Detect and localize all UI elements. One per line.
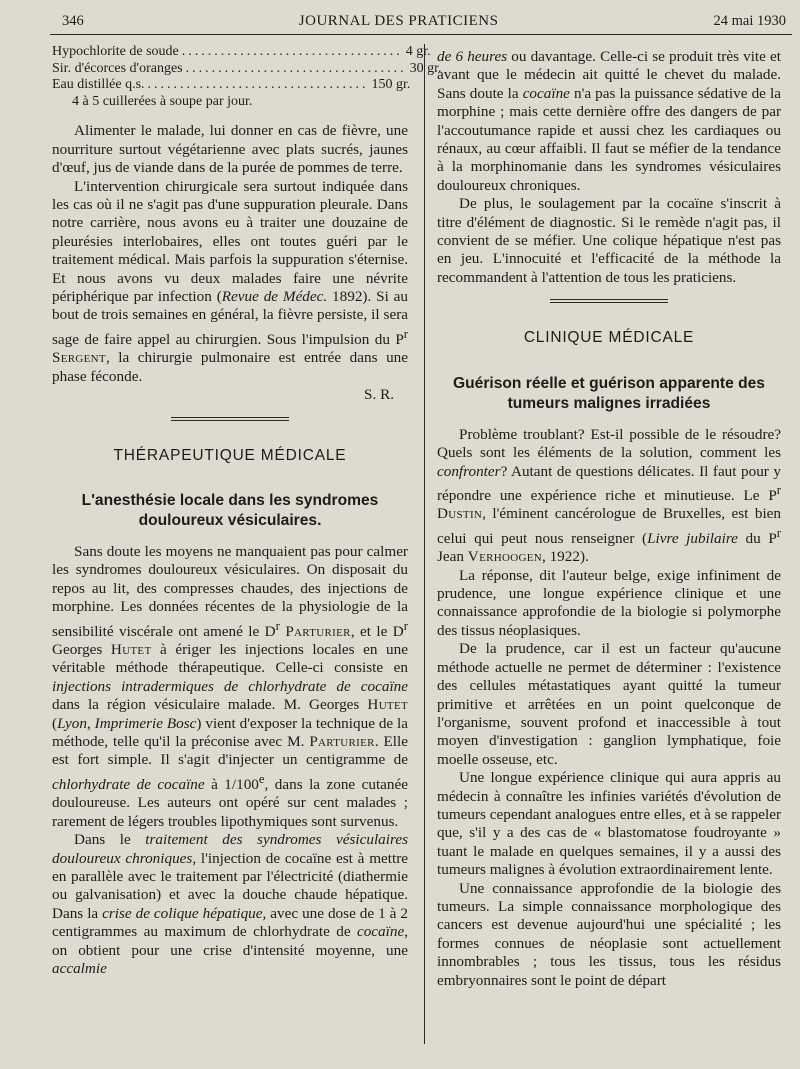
recipe-instruction: 4 à 5 cuillerées à soupe par jour.	[72, 93, 253, 109]
section-separator	[550, 299, 668, 303]
issue-date: 24 mai 1930	[713, 13, 786, 29]
author-name: Parturier	[309, 733, 375, 751]
journal-title: JOURNAL DES PRATICIENS	[298, 13, 499, 29]
section-heading: CLINIQUE MÉDICALE	[523, 329, 695, 347]
section-separator	[171, 417, 289, 421]
recipe-item-qty: 30 gr.	[409, 60, 442, 76]
paragraph: Problème troublant? Est-il possible de le résoudre? Quels sont les éléments de la solution, comment les confronter? Autant de questions délicates. Il faut pour y répondre une expérience riche et minutieuse. Le $P^r$ Dustin, l'éminent cancérologue de Bruxelles, est bien celui qui peut nous renseigner (Livre jubilaire du $P^r$ Jean Verhoogen, 1922).	[437, 425, 781, 566]
recipe-dots: ..................................	[185, 60, 407, 76]
recipe-item-name: Eau distillée q.s.	[52, 77, 145, 93]
paragraph: Alimenter le malade, lui donner en cas de fièvre, une nourriture surtout végétarienne avec plats sucrés, jaunes d'œuf, jus de viande dans de la purée de pommes de terre.	[52, 122, 408, 177]
paragraph: Sans doute les moyens ne manquaient pas pour calmer les syndromes douloureux vésiculaires. On disposait du repos au lit, des compresses chaudes, des injections de morphine. Les données récentes de la physiologie de la sensibilité viscérale ont amené le $D^r$ Parturier, et le $D^r$ Georges Hutet à ériger les injections locales en une véritable méthode thérapeutique. Celle-ci consiste en injections intradermiques de chlorhydrate de cocaïne dans la région vésiculaire malade. M. Georges Hutet (Lyon, Imprimerie Bosc) vient d'exposer la technique de la méthode, telle qu'il la préconise avec M. Parturier. Elle est fort simple. Il s'agit d'injecter un centigramme de chlorhydrate de cocaïne à 1/100e, dans la zone cutanée douloureuse. Les auteurs ont opéré sur cent malades ; rarement de légers troubles lipothymiques sont survenus.	[52, 542, 408, 830]
recipe-dots: ..................................	[147, 77, 369, 93]
paragraph: de 6 heures ou davantage. Celle-ci se produit très vite et avant que le médecin ait quitté le chevet du malade. Sans doute la cocaïne n'a pas la puissance sédative de la morphine ; mais cette dernière offre des dangers de par l'accoutumance rapide et aussi chez les cardiaques ou rénaux, au cœur affaibli. Il faut se méfier de la tendance à la morphinomanie dans les syndromes vésiculaires douloureux chroniques.	[437, 48, 781, 194]
recipe-item-name: Hypochlorite de soude	[52, 44, 179, 59]
paragraph: De la prudence, car il est un facteur qu'aucune méthode actuelle ne permet de déterminer : l'existence des cellules métastatiques ayant quitté la tumeur primitive et arrêtées en un point quelconque de l'organisme, souvent profond et inaccessible à tout moyen d'investigation : ganglion lymphatique, foie moelle osseuse, etc.	[437, 640, 781, 768]
paragraph: La réponse, dit l'auteur belge, exige infiniment de prudence, une longue expérience clinique et une connaissance approfondie de la biologie si polymorphe des tissus néoplasiques.	[437, 566, 781, 639]
recipe-dots: ..................................	[181, 44, 403, 59]
paragraph: Une connaissance approfondie de la biologie des tumeurs. La simple connaissance morphologique des cancers est devenue aujourd'hui une spécialité ; les formes connues de néoplasie sont actuellement innombrables ; tous les tissus, tous les résidus embryonnaires sont le point de départ	[437, 879, 781, 989]
author-name: Sergent	[52, 349, 106, 367]
author-name: Dustin	[437, 505, 483, 523]
paragraph: Dans le traitement des syndromes vésiculaires douloureux chroniques, l'injection de cocaïne est à mettre en parallèle avec le traitement par l'électricité (diathermie ou galvanisation) et avec la douche chaude hépatique. Dans la crise de colique hépatique, avec une dose de 1 à 2 centigrammes au maximum de chlorhydrate de cocaïne, on obtient pour une crise d'intensité moyenne, une accalmie	[52, 831, 408, 977]
author-name: Parturier	[285, 622, 351, 640]
page-header	[62, 13, 786, 35]
paragraph: L'intervention chirurgicale sera surtout indiquée dans les cas où il ne s'agit pas d'une suppuration pleurale. Dans notre carrière, nous avons eu à traiter une douzaine de pleurésies interlobaires, elles ont toutes guéri par le traitement médical. Mais parfois la suppuration s'éternise. Et nous avons vu deux malades faire une névrite périphérique par infection (Revue de Médec. 1892). Si au bout de trois semaines en général, la fièvre persiste, il sera sage de faire appel au chirurgien. Sous l'impulsion du $P^r$ Sergent, la chirurgie pulmonaire est entrée dans une phase féconde.	[52, 177, 408, 385]
article-title: Guérison réelle et guérison apparente des tumeurs malignes irradiées	[453, 374, 765, 412]
author-name: Hutet	[367, 696, 408, 714]
column-divider	[424, 44, 425, 1044]
recipe-item-qty: 150 gr.	[371, 77, 411, 93]
signature: S. R.	[364, 386, 394, 404]
section-heading: THÉRAPEUTIQUE MÉDICALE	[113, 446, 347, 464]
author-name: Hutet	[110, 641, 152, 659]
recipe-item	[52, 77, 411, 94]
recipe-item-name: Sir. d'écorces d'oranges	[52, 60, 183, 76]
page-number: 346	[62, 13, 84, 29]
paragraph: De plus, le soulagement par la cocaïne s'inscrit à titre d'élément de diagnostic. Si le remède n'agit pas, il convient de se méfier. Une colique hépatique n'est pas en jeu. L'innocuité et l'efficacité de la méthode la recommandent à l'attention de tous les praticiens.	[437, 195, 781, 286]
recipe-item-qty: 4 gr.	[405, 44, 431, 59]
article-title: L'anesthésie locale dans les syndromes douloureux vésiculaires.	[81, 491, 379, 529]
paragraph: Une longue expérience clinique qui aura appris au médecin à connaître les infinies variétés d'évolution de tumeurs cependant analogues entre elles, et à se rappeler que, s'il y a des cas de « blastomatose foudroyante » tuant le malade en quelques semaines, il y a aussi des tumeurs malignes à évolution extraordinairement lente.	[437, 769, 781, 879]
recipe-item	[52, 60, 442, 78]
right-column	[437, 48, 781, 990]
recipe-item	[52, 44, 431, 61]
left-column	[52, 44, 442, 978]
recipe	[52, 44, 442, 110]
header-rule	[50, 34, 792, 35]
author-name: Verhoogen	[467, 548, 542, 566]
